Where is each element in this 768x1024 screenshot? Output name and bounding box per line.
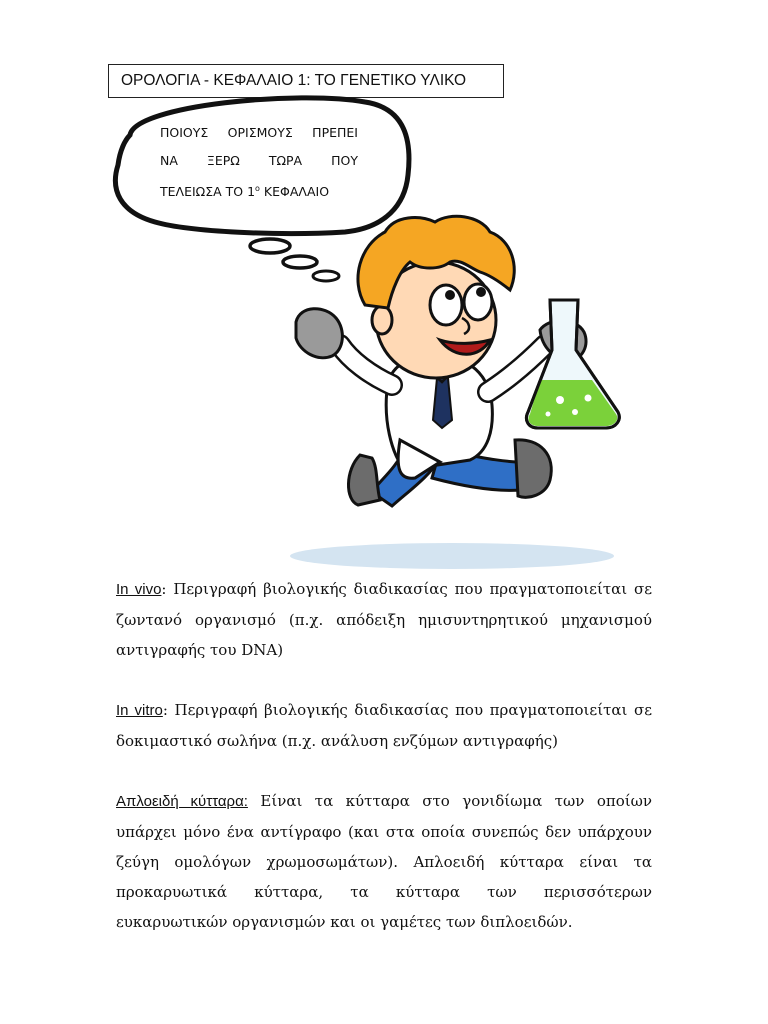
scientist-icon [296,216,619,506]
term-in-vitro: In vitro [116,702,163,719]
definition-haploid-cells [116,786,652,937]
definition-text: Περιγραφή βιολογικής διαδικασίας που πραγματοποιείται σε ζωντανό οργανισμό (π.χ. απόδειξη ημισυντηρητικού μηχανισμού αντιγραφής του DNA) [116,580,652,659]
separator: : [162,701,168,719]
bubble-line-3 [160,175,358,206]
thought-bubble-text [160,119,358,206]
bubble-line-3-sup: ο [255,184,260,193]
shadow-icon [290,543,614,569]
definition-in-vitro [116,695,652,756]
term-haploid-cells: Απλοειδή κύτταρα: [116,793,248,810]
page-title: ΟΡΟΛΟΓΙΑ - ΚΕΦΑΛΑΙΟ 1: ΤΟ ΓΕΝΕΤΙΚΟ ΥΛΙΚΟ [108,64,504,98]
definition-text: Περιγραφή βιολογικής διαδικασίας που πραγματοποιείται σε δοκιμαστικό σωλήνα (π.χ. ανάλυση ενζύμων αντιγραφής) [116,701,652,750]
definitions-list [116,574,652,967]
definition-text: Είναι τα κύτταρα στο γονιδίωμα των οποίων υπάρχει μόνο ένα αντίγραφο (και στα οποία συνεπώς δεν υπάρχουν ζεύγη ομολόγων χρωμοσωμάτων). Απλοειδή κύτταρα είναι τα προκαρυωτικά κύτταρα, τα κύτταρα των περισσότερων ευκαρυωτικών οργανισμών και οι γαμέτες των διπλοειδών. [116,792,652,931]
bubble-line-2: ΝΑ ΞΕΡΩ ΤΩΡΑ ΠΟΥ [160,153,358,168]
bubble-line-1: ΠΟΙΟΥΣ ΟΡΙΣΜΟΥΣ ΠΡΕΠΕΙ [160,125,358,140]
separator: : [161,580,167,598]
bubble-line-3-a: ΤΕΛΕΙΩΣΑ ΤΟ 1 [160,184,256,200]
definition-in-vivo [116,574,652,665]
bubble-line-3-b: ΚΕΦΑΛΑΙΟ [259,184,330,200]
term-in-vivo: In vivo [116,581,162,598]
